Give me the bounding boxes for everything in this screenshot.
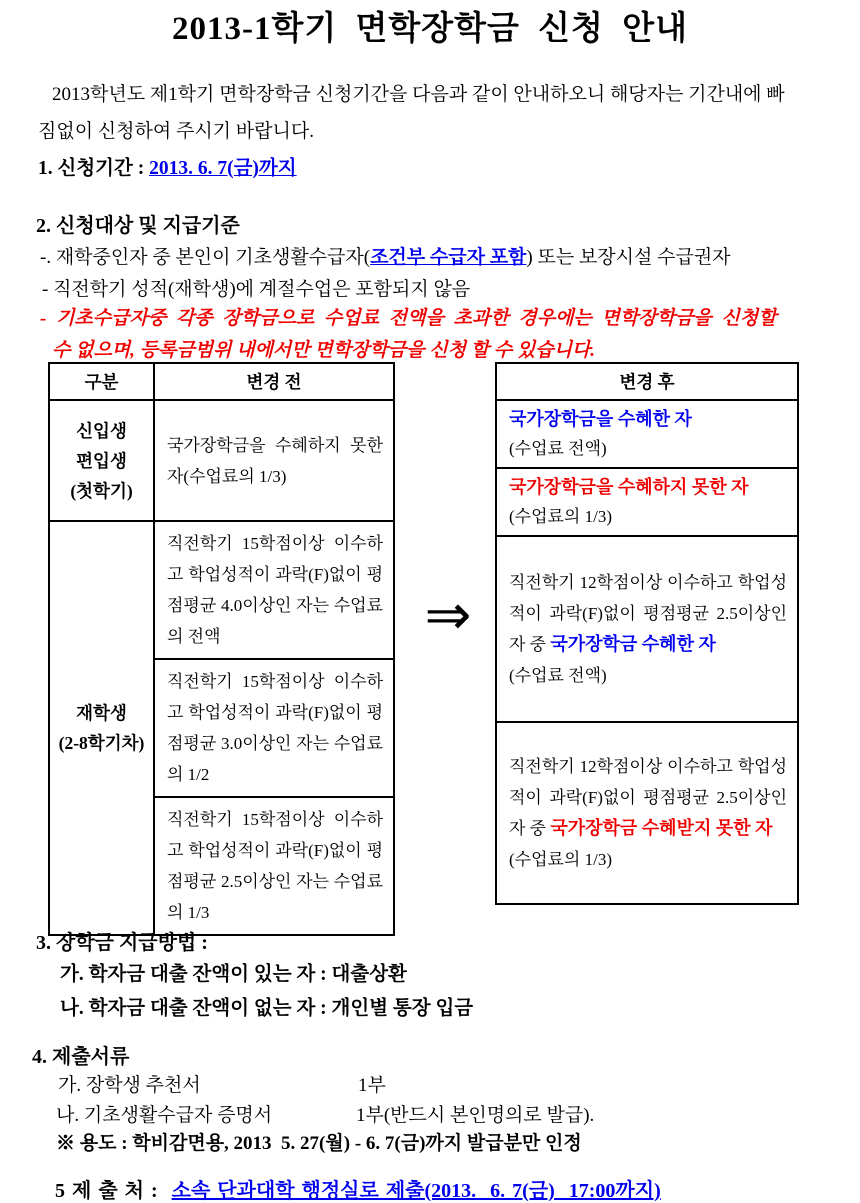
before-cell-full-tuition: 직전학기 15학점이상 이수하고 학업성적이 과락(F)없이 평점평균 4.0이상인 자는 수업료의 전액 [154, 521, 394, 659]
document-item-certificate-count: 1부(반드시 본인명의로 발급). [356, 1105, 595, 1126]
after-cell-enrolled-not-granted [496, 722, 798, 904]
page-title: 2013-1학기 면학장학금 신청 안내 [172, 11, 688, 47]
change-arrow-icon: ⇒ [424, 583, 472, 648]
after-change-table [495, 362, 799, 905]
payment-method-loan: 가. 학자금 대출 잔액이 있는 자 : 대출상환 [60, 964, 407, 985]
intro-line-2: 짐없이 신청하여 주시기 바랍니다. [38, 121, 314, 142]
after-cell-national-granted [496, 400, 798, 468]
national-not-granted-emphasis: 국가장학금을 수혜하지 못한 자 [509, 477, 749, 497]
before-change-table [48, 362, 395, 936]
document-item-recommendation [58, 1070, 818, 1097]
eligibility-bullet-1-pre: -. 재학중인자 중 본인이 기초생활수급자( [40, 247, 371, 268]
eligibility-bullet-2: - 직전학기 성적(재학생)에 계절수업은 포함되지 않음 [42, 279, 471, 300]
row-label-freshman-line3: (첫학기) [70, 480, 133, 501]
intro-line-1: 2013학년도 제1학기 면학장학금 신청기간을 다음과 같이 안내하오니 해당자는 기간내에 빠 [52, 84, 785, 105]
document-item-certificate-label: 나. 기초생활수급자 증명서 [56, 1105, 273, 1126]
before-table-header-category: 구분 [49, 363, 154, 400]
national-granted-emphasis: 국가장학금을 수혜한 자 [509, 409, 692, 429]
section-4-heading: 4. 제출서류 [32, 1046, 130, 1068]
before-cell-third-tuition: 직전학기 15학점이상 이수하고 학업성적이 과락(F)없이 평점평균 2.5이상인 자는 수업료의 1/3 [154, 797, 394, 935]
enrolled-not-granted-emphasis: 국가장학금 수혜받지 못한 자 [550, 818, 773, 838]
after-table-header: 변경 후 [496, 363, 798, 400]
eligibility-bullet-1-post: ) 또는 보장시설 수급권자 [526, 247, 731, 268]
row-label-enrolled [49, 521, 154, 935]
warning-line-2: 수 없으며, 등록금범위 내에서만 면학장학금을 신청 할 수 있습니다. [52, 340, 596, 361]
enrolled-granted-emphasis: 국가장학금 수혜한 자 [550, 634, 716, 654]
application-deadline-link[interactable]: 2013. 6. 7(금)까지 [149, 158, 297, 179]
enrolled-granted-pre: 직전학기 12학점이상 이수하고 학업성적이 과락(F)없이 평점평균 2.5이상인 자 중 [509, 573, 787, 654]
warning-line-1: - 기초수급자중 각종 장학금으로 수업료 전액을 초과한 경우에는 면학장학금을 신청할 [40, 308, 777, 329]
document-item-recommendation-count: 1부 [358, 1075, 386, 1096]
before-cell-half-tuition: 직전학기 15학점이상 이수하고 학업성적이 과락(F)없이 평점평균 3.0이상인 자는 수업료의 1/2 [154, 659, 394, 797]
certificate-usage-note: ※ 용도 : 학비감면용, 2013 5. 27(월) - 6. 7(금)까지 발급분만 인정 [56, 1133, 582, 1154]
row-label-enrolled-line2: (2-8학기차) [58, 733, 145, 753]
enrolled-not-granted-note: (수업료의 1/3) [509, 850, 612, 869]
before-table-header-before: 변경 전 [154, 363, 394, 400]
row-label-freshman-line1: 신입생 [76, 420, 127, 441]
conditional-recipient-emphasis: 조건부 수급자 포함 [370, 247, 527, 268]
submission-place-label: 5 제 출 처 : [55, 1180, 172, 1202]
enrolled-granted-note: (수업료 전액) [509, 666, 607, 685]
payment-method-account: 나. 학자금 대출 잔액이 없는 자 : 개인별 통장 입금 [60, 998, 474, 1019]
document-item-certificate [56, 1100, 816, 1127]
section-5-submission-place [55, 1174, 661, 1203]
section-2-heading: 2. 신청대상 및 지급기준 [36, 215, 240, 237]
enrolled-not-granted-pre: 직전학기 12학점이상 이수하고 학업성적이 과락(F)없이 평점평균 2.5이상인 자 중 [509, 757, 787, 838]
before-cell-freshman: 국가장학금을 수혜하지 못한 자(수업료의 1/3) [154, 400, 394, 521]
section-3-heading: 3. 장학금 지급방법 : [36, 932, 208, 954]
after-cell-national-not-granted [496, 468, 798, 536]
row-label-freshman [49, 400, 154, 521]
row-label-freshman-line2: 편입생 [76, 450, 127, 471]
submission-place-link[interactable]: 소속 단과대학 행정실로 제출(2013. 6. 7(금) 17:00까지) [171, 1180, 661, 1202]
after-cell-enrolled-granted [496, 536, 798, 722]
section-1-label: 1. 신청기간 : [38, 158, 150, 179]
row-label-enrolled-line1: 재학생 [76, 703, 127, 723]
section-1-application-period [38, 152, 297, 180]
national-not-granted-note: (수업료의 1/3) [509, 507, 612, 526]
document-item-recommendation-label: 가. 장학생 추천서 [58, 1075, 201, 1096]
national-granted-note: (수업료 전액) [509, 439, 607, 458]
eligibility-bullet-1 [40, 242, 731, 269]
intro-paragraph [38, 76, 838, 150]
